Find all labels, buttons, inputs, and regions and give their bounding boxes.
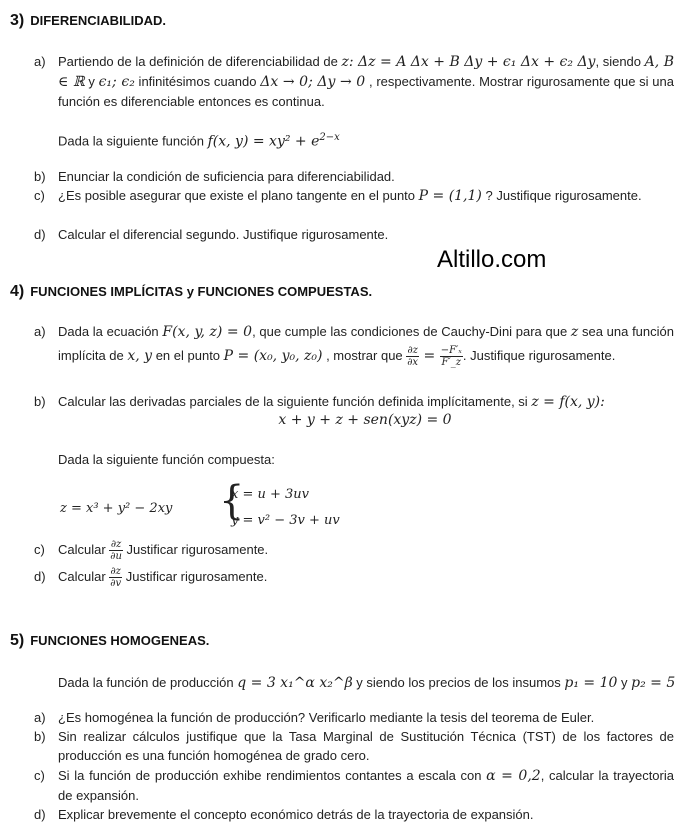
item-text: Calcular $\frac{\partial z}{\partial v}$ Justificar rigurosamente. — [58, 566, 268, 590]
section-4-heading — [10, 283, 372, 301]
item-4b: b) Calcular las derivadas parciales de la siguiente función definida implícitamente, si z = f(x, y): — [34, 392, 674, 412]
item-text: Si la función de producción exhibe rendimientos contantes a escala con α = 0,2, calcular la trayectoria de expansión. — [58, 768, 674, 803]
item-5b: b) Sin realizar cálculos justifique que la Tasa Marginal de Sustitución Técnica (TST) de los factores de producción es una función homogénea de grado cero. — [34, 729, 674, 763]
item-text: Calcular las derivadas parciales de la siguiente función definida implícitamente, si z = f(x, y): — [58, 394, 605, 410]
section-number: 3) — [10, 12, 25, 29]
item-3c: c) ¿Es posible asegurar que existe el plano tangente en el punto P = (1,1) ? Justifique rigurosamente. — [34, 186, 674, 206]
item-text: Calcular el diferencial segundo. Justifique rigurosamente. — [58, 227, 389, 242]
implicit-equation: x + y + z + sen(xyz) = 0 — [278, 412, 452, 428]
section-3-heading — [10, 12, 166, 30]
item-5d: d) Explicar brevemente el concepto económico detrás de la trayectoria de expansión. — [34, 805, 674, 824]
item-5c: c) Si la función de producción exhibe rendimientos contantes a escala con α = 0,2, calcular la trayectoria de expansión. — [34, 768, 674, 803]
item-3a — [34, 52, 674, 111]
partial-z-v-fraction: $\frac{\partial z}{\partial v}$ — [110, 566, 122, 590]
section-title: DIFERENCIABILIDAD. — [30, 13, 167, 28]
item-4c: c) Calcular $\frac{\partial z}{\partial u}$ Justificar rigurosamente. — [34, 538, 674, 562]
item-3b: b) Enunciar la condición de suficiencia para diferenciabilidad. — [34, 167, 674, 186]
fprime-ratio-fraction: $\frac{\text{−F′ₓ}}{F'\_z}$ — [440, 345, 462, 369]
item-5a: a) ¿Es homogénea la función de producción? Verificarlo mediante la tesis del teorema de Euler. — [34, 708, 674, 727]
x-substitution: x = u + 3uv — [231, 487, 310, 502]
item-text: Explicar brevemente el concepto económico detrás de la trayectoria de expansión. — [58, 807, 534, 822]
item-3d: d) Calcular el diferencial segundo. Justifique rigurosamente. — [34, 225, 674, 244]
item-4d: d) Calcular $\frac{\partial z}{\partial v}$ Justificar rigurosamente. — [34, 565, 674, 589]
system-brace: { — [219, 478, 245, 524]
item-text: ¿Es posible asegurar que existe el plano tangente en el punto P = (1,1) ? Justifique rigurosamente. — [58, 188, 642, 204]
watermark-text: Altillo.com — [437, 246, 547, 273]
section-number: 5) — [10, 632, 25, 649]
given-compuesta: Dada la siguiente función compuesta: — [58, 452, 275, 467]
y-substitution: y = v² − 3v + uv — [231, 513, 340, 528]
section-5-heading — [10, 632, 209, 650]
section-title: FUNCIONES HOMOGENEAS. — [30, 633, 210, 648]
item-text: ¿Es homogénea la función de producción? Verificarlo mediante la tesis del teorema de Euler. — [58, 710, 595, 725]
item-4a: a) Dada la ecuación F(x, y, z) = 0, que cumple las condiciones de Cauchy-Dini para que z sea una función implícita de x, y en el punto P = (x₀, y₀, z₀) , mostrar que $\frac{\partial z}{\partial x}$ = $\frac{\text{−F′ₓ}}{F'\_z}$ . Justifique rigurosamente. — [34, 320, 674, 368]
production-function-intro: Dada la función de producción q = 3 x₁^α x₂^β y siendo los precios de los insumos p₁ = 10 y p₂ = 5 — [58, 675, 676, 691]
item-text: Enunciar la condición de suficiencia para diferenciabilidad. — [58, 169, 395, 184]
item-text: Calcular $\frac{\partial z}{\partial u}$ Justificar rigurosamente. — [58, 539, 269, 563]
given-function-3: Dada la siguiente función f(x, $y) = xy^2 + e^{2-x}$ — [58, 132, 340, 150]
item-text: Sin realizar cálculos justifique que la Tasa Marginal de Sustitución Técnica (TST) de los factores de producción es una función homogénea de grado cero. — [58, 729, 674, 763]
partial-z-u-fraction: $\frac{\partial z}{\partial u}$ — [110, 539, 122, 563]
section-number: 4) — [10, 283, 25, 300]
item-text: Partiendo de la definición de diferenciabilidad de z: Δz = A Δx + B Δy + ϵ₁ Δx + ϵ₂ Δy, siendo A, B ∈ ℝ y ϵ₁; ϵ₂ infinitésimos cuando Δx → 0; Δy → 0 , respectivamente. Mostrar rigurosamente que si una función es diferenciable entonces es continua. — [58, 54, 674, 109]
section-title: FUNCIONES IMPLÍCITAS y FUNCIONES COMPUESTAS. — [30, 284, 373, 299]
item-label: a) — [34, 54, 46, 69]
z-function: z = x³ + y² − 2xy — [60, 501, 173, 516]
partial-z-x-fraction: $\frac{\partial z}{\partial x}$ — [407, 345, 419, 369]
item-text: Dada la ecuación F(x, y, z) = 0, que cumple las condiciones de Cauchy-Dini para que z sea una función implícita de x, y en el punto P = (x₀, y₀, z₀) , mostrar que $\frac{\partial z}{\partial x}$ = $\frac{\text{−F′ₓ}}{F'\_z}$ . Justifique rigurosamente. — [58, 324, 674, 369]
